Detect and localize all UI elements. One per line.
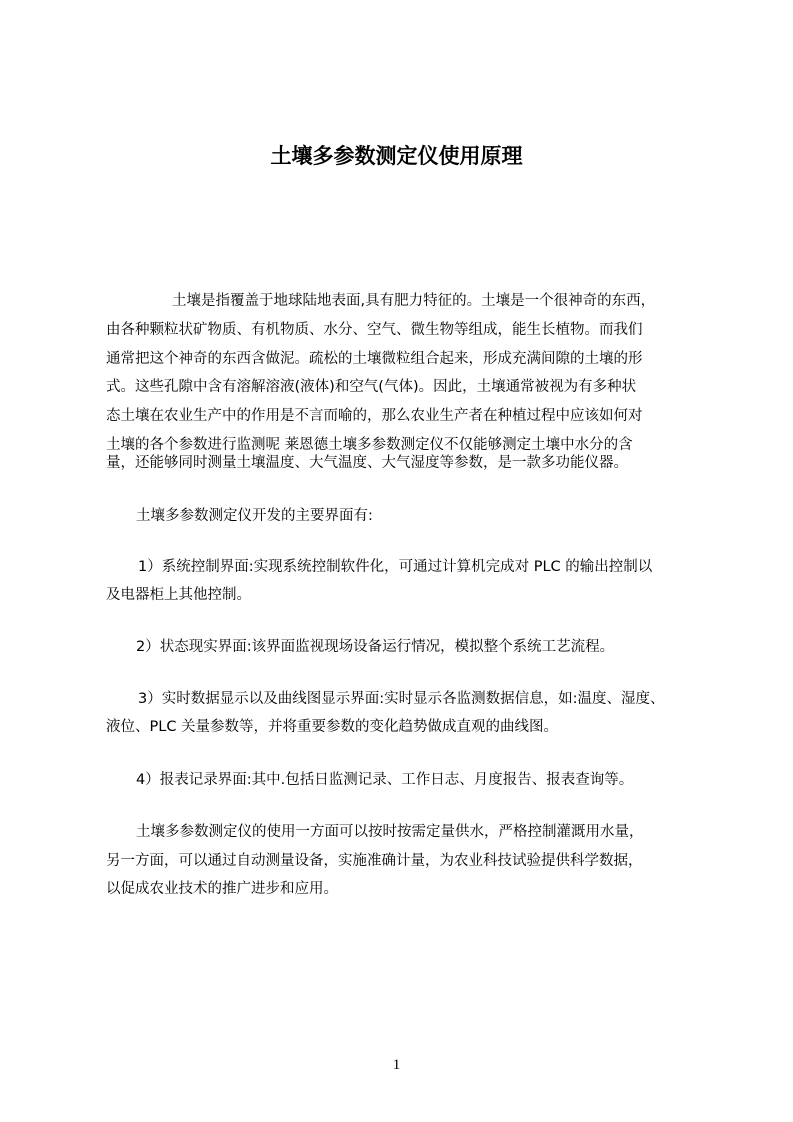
page-title: 土壤多参数测定仪使用原理 — [270, 144, 523, 168]
item-line: 及电器柜上其他控制。 — [106, 587, 251, 603]
item-line: 1）系统控制界面:实现系统控制软件化，可通过计算机完成对 PLC 的输出控制以 — [138, 559, 653, 575]
page-number: 1 — [392, 1057, 401, 1073]
intro-line: 量，还能够同时测量土壤温度、大气温度、大气湿度等参数，是一款多功能仪器。 — [106, 455, 628, 471]
item-line: 4）报表记录界面:其中.包括日监测记录、工作日志、月度报告、报表查询等。 — [136, 772, 634, 788]
interfaces-heading: 土壤多参数测定仪开发的主要界面有: — [136, 508, 373, 524]
intro-line: 由各种颗粒状矿物质、有机物质、水分、空气、微生物等组成，能生长植物。而我们 — [106, 322, 643, 338]
conclusion-line: 以促成农业技术的推广进步和应用。 — [106, 881, 338, 897]
intro-line: 土壤的各个参数进行监测呢 莱恩德土壤多参数测定仪不仅能够测定土壤中水分的含 — [106, 437, 633, 453]
item-line: 3）实时数据显示以及曲线图显示界面:实时显示各监测数据信息，如:温度、湿度、 — [138, 691, 665, 707]
intro-line: 土壤是指覆盖于地球陆地表面,具有肥力特征的。土壤是一个很神奇的东西， — [172, 293, 656, 309]
item-line: 液位、PLC 关量参数等，并将重要参数的变化趋势做成直观的曲线图。 — [106, 719, 559, 735]
item-line: 2）状态现实界面:该界面监视现场设备运行情况，模拟整个系统工艺流程。 — [136, 639, 615, 655]
intro-line: 通常把这个神奇的东西含做泥。疏松的土壤微粒组合起来，形成充满间隙的土壤的形 — [106, 351, 643, 367]
intro-line: 态土壤在农业生产中的作用是不言而喻的，那么农业生产者在种植过程中应该如何对 — [106, 408, 643, 424]
intro-line: 式。这些孔隙中含有溶解溶液(液体)和空气(气体)。因此，土壤通常被视为有多种状 — [106, 379, 637, 395]
conclusion-line: 土壤多参数测定仪的使用一方面可以按时按需定量供水，严格控制灌溉用水量， — [136, 824, 644, 840]
conclusion-line: 另一方面，可以通过自动测量设备，实施准确计量，为农业科技试验提供科学数据， — [106, 853, 643, 869]
